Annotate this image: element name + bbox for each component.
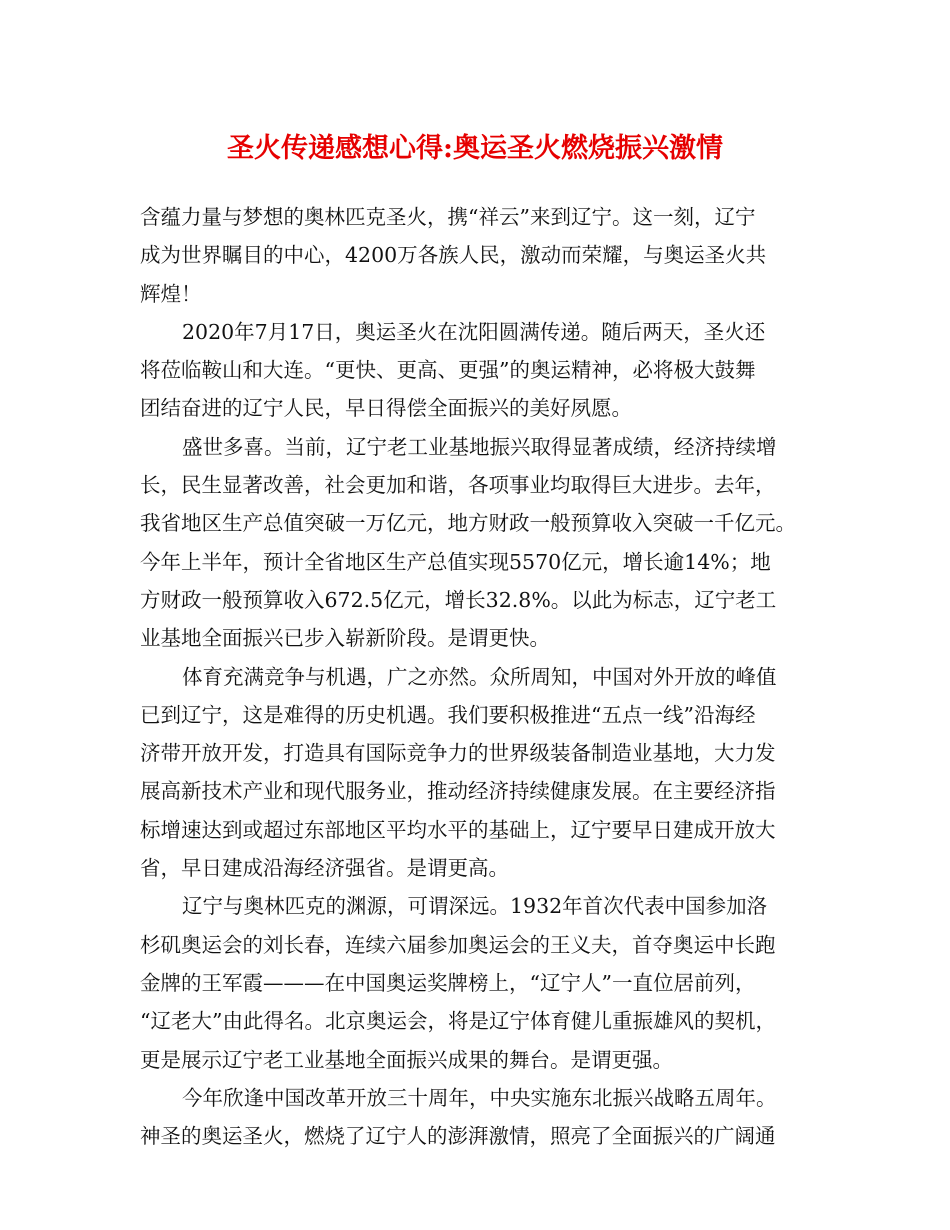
body-line: 方财政一般预算收入672.5亿元，增长32.8%。以此为标志，辽宁老工 <box>140 587 777 612</box>
body-line: 我省地区生产总值突破一万亿元，地方财政一般预算收入突破一千亿元。 <box>140 511 796 536</box>
body-line: 已到辽宁，这是难得的历史机遇。我们要积极推进“五点一线”沿海经 <box>140 702 756 727</box>
body-line: 将莅临鞍山和大连。“更快、更高、更强”的奥运精神，必将极大鼓舞 <box>140 358 756 383</box>
body-line: 杉矶奥运会的刘长春，连续六届参加奥运会的王义夫，首夺奥运中长跑 <box>140 932 776 957</box>
body-line: 2020年7月17日，奥运圣火在沈阳圆满传递。随后两天，圣火还 <box>182 319 766 344</box>
body-line: 含蕴力量与梦想的奥林匹克圣火，携“祥云”来到辽宁。这一刻，辽宁 <box>140 205 756 229</box>
document-title: 圣火传递感想心得:奥运圣火燃烧振兴激情 <box>227 133 723 164</box>
body-line: 省，早日建成沿海经济强省。是谓更高。 <box>140 856 509 881</box>
document-body <box>140 198 820 1155</box>
body-line: 体育充满竞争与机遇，广之亦然。众所周知，中国对外开放的峰值 <box>182 664 777 689</box>
body-line: 更是展示辽宁老工业基地全面振兴成果的舞台。是谓更强。 <box>140 1047 673 1072</box>
body-line: 辽宁与奥林匹克的渊源，可谓深远。1932年首次代表中国参加洛 <box>182 894 768 919</box>
body-line: 团结奋进的辽宁人民，早日得偿全面振兴的美好夙愿。 <box>140 396 632 421</box>
body-line: 今年上半年，预计全省地区生产总值实现5570亿元，增长逾14%；地 <box>140 549 771 574</box>
body-line: 金牌的王军霞———在中国奥运奖牌榜上，“辽宁人”一直位居前列， <box>140 970 756 995</box>
body-line: 长，民生显著改善，社会更加和谐，各项事业均取得巨大进步。去年， <box>140 473 776 498</box>
body-line: 神圣的奥运圣火，燃烧了辽宁人的澎湃激情，照亮了全面振兴的广阔通 <box>140 1124 776 1149</box>
body-line: 今年欣逢中国改革开放三十周年，中央实施东北振兴战略五周年。 <box>182 1085 777 1110</box>
body-line: 展高新技术产业和现代服务业，推动经济持续健康发展。在主要经济指 <box>140 779 776 804</box>
body-line: 辉煌！ <box>140 281 202 306</box>
body-line: 成为世界瞩目的中心，4200万各族人民，激动而荣耀，与奥运圣火共 <box>140 243 767 268</box>
body-line: 盛世多喜。当前，辽宁老工业基地振兴取得显著成绩，经济持续增 <box>182 434 777 459</box>
body-line: 业基地全面振兴已步入崭新阶段。是谓更快。 <box>140 626 550 651</box>
body-line: “辽老大”由此得名。北京奥运会，将是辽宁体育健儿重振雄风的契机， <box>140 1009 776 1034</box>
body-line: 标增速达到或超过东部地区平均水平的基础上，辽宁要早日建成开放大 <box>140 817 776 842</box>
body-line: 济带开放开发，打造具有国际竞争力的世界级装备制造业基地，大力发 <box>140 741 776 766</box>
